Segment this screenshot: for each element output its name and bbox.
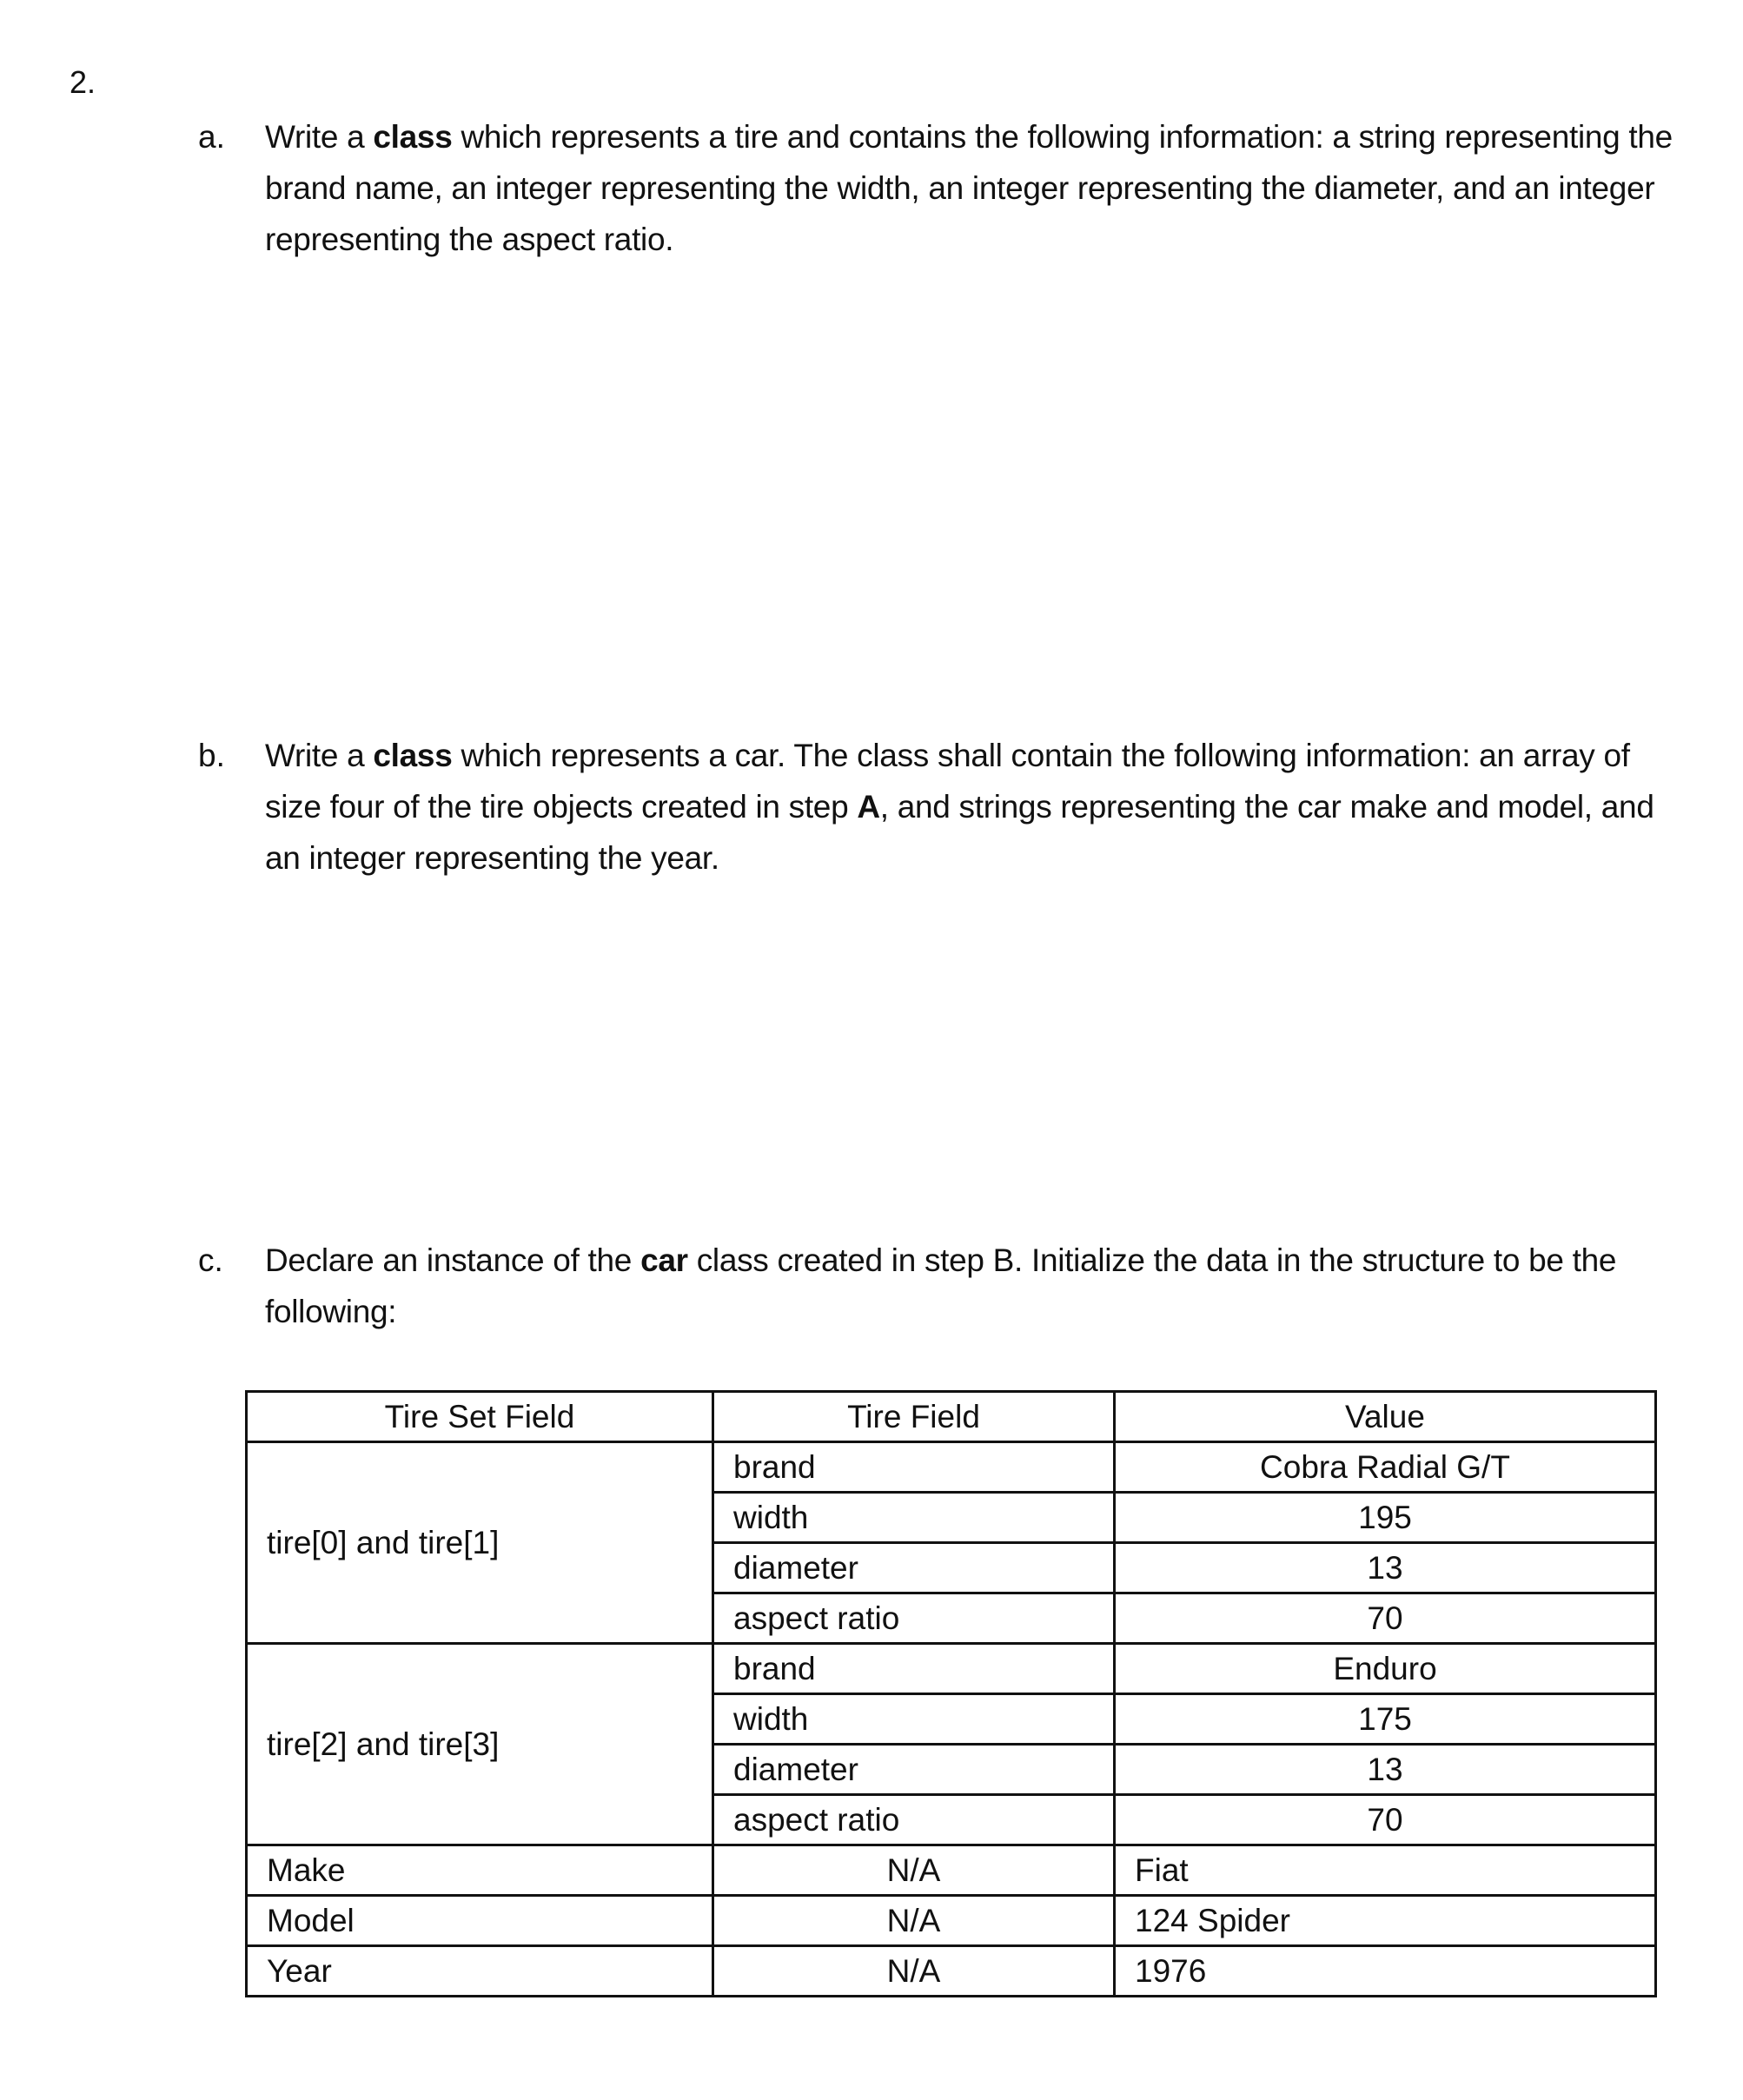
table-cell: diameter bbox=[713, 1745, 1115, 1795]
table-cell: Fiat bbox=[1115, 1845, 1656, 1896]
table-cell: 13 bbox=[1115, 1745, 1656, 1795]
table-row bbox=[247, 1896, 1656, 1946]
text: , and strings representing the car make and model, and an integer representing the year. bbox=[265, 789, 1654, 876]
table-cell: 124 Spider bbox=[1115, 1896, 1656, 1946]
text: Write a bbox=[265, 738, 374, 773]
table-cell: N/A bbox=[713, 1946, 1115, 1997]
table-cell: N/A bbox=[713, 1896, 1115, 1946]
table-cell: 70 bbox=[1115, 1593, 1656, 1644]
table-cell: 13 bbox=[1115, 1543, 1656, 1593]
text: Write a bbox=[265, 119, 374, 155]
table-cell: 70 bbox=[1115, 1795, 1656, 1845]
bold-term: car bbox=[640, 1242, 688, 1278]
table-cell: Make bbox=[247, 1845, 713, 1896]
bold-term: A bbox=[857, 789, 880, 825]
question-number: 2. bbox=[70, 64, 96, 100]
table-cell: aspect ratio bbox=[713, 1795, 1115, 1845]
header-cell: Value bbox=[1115, 1392, 1656, 1442]
bold-term: class bbox=[373, 738, 453, 773]
table-cell: brand bbox=[713, 1442, 1115, 1493]
table-cell: tire[2] and tire[3] bbox=[247, 1644, 713, 1845]
part-c-text bbox=[265, 1235, 1673, 1337]
table-row bbox=[247, 1845, 1656, 1896]
table-row bbox=[247, 1442, 1656, 1493]
table-cell: 195 bbox=[1115, 1493, 1656, 1543]
table-cell: 1976 bbox=[1115, 1946, 1656, 1997]
header-cell: Tire Set Field bbox=[247, 1392, 713, 1442]
part-a-label: a. bbox=[198, 119, 225, 155]
initialization-table bbox=[245, 1390, 1657, 1997]
table-cell: Model bbox=[247, 1896, 713, 1946]
text: Declare an instance of the bbox=[265, 1242, 641, 1278]
part-a-text bbox=[265, 111, 1673, 265]
bold-term: class bbox=[373, 119, 453, 155]
table-cell: 175 bbox=[1115, 1694, 1656, 1745]
table-cell: Enduro bbox=[1115, 1644, 1656, 1694]
table-cell: Year bbox=[247, 1946, 713, 1997]
part-b-text bbox=[265, 730, 1673, 884]
header-row bbox=[247, 1392, 1656, 1442]
table-cell: tire[0] and tire[1] bbox=[247, 1442, 713, 1644]
table-cell: aspect ratio bbox=[713, 1593, 1115, 1644]
table-cell: brand bbox=[713, 1644, 1115, 1694]
table-cell: N/A bbox=[713, 1845, 1115, 1896]
table-cell: Cobra Radial G/T bbox=[1115, 1442, 1656, 1493]
part-b-label: b. bbox=[198, 738, 225, 773]
part-c-label: c. bbox=[198, 1242, 223, 1278]
text: which represents a tire and contains the following information: a string representing the brand name, an integer representing the width, an integer representing the diameter, and an integer representing the aspect ratio. bbox=[265, 119, 1673, 257]
table-row bbox=[247, 1644, 1656, 1694]
text: class created in step B. Initialize the data in the structure to be the following: bbox=[265, 1242, 1617, 1329]
table-row bbox=[247, 1946, 1656, 1997]
header-cell: Tire Field bbox=[713, 1392, 1115, 1442]
table-cell: width bbox=[713, 1694, 1115, 1745]
text: which represents a car. The class shall contain the following information: an array of size four of the tire objects created in step bbox=[265, 738, 1630, 825]
table-cell: width bbox=[713, 1493, 1115, 1543]
table-cell: diameter bbox=[713, 1543, 1115, 1593]
